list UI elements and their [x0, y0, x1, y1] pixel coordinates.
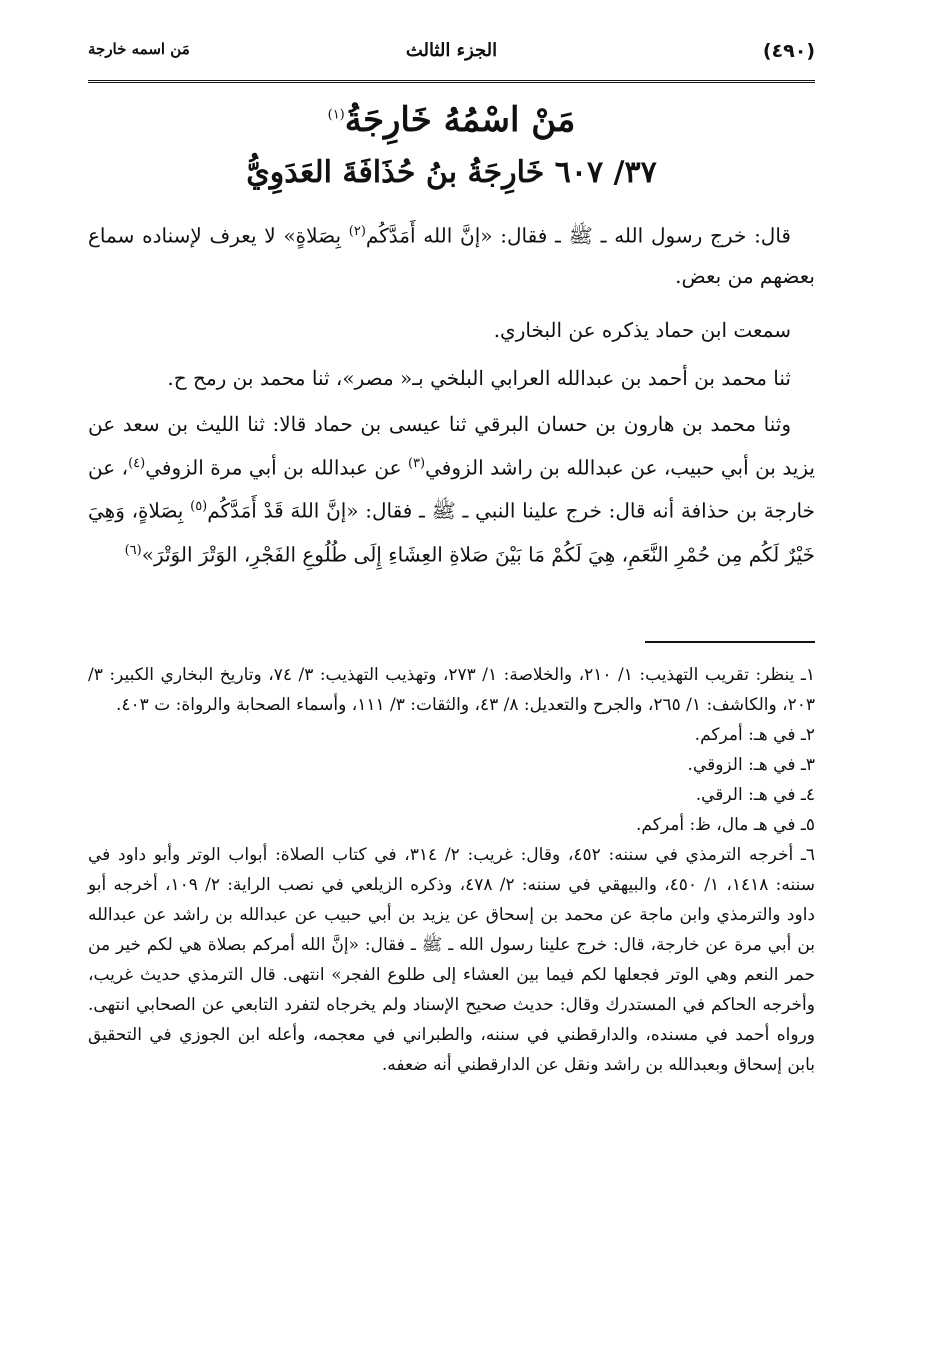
- footnote-ref: (١): [327, 107, 345, 123]
- main-text: [88, 212, 815, 575]
- paragraph-text: بِصَلاةٍ» لا يعرف لإسناده سماع بعضهم من بعض.: [88, 223, 815, 288]
- paragraph-text: ، عن خارجة بن حذافة أنه قال: خرج علينا النبي ـ ﷺ ـ فقال: «إنَّ اللهَ قَدْ أَمَدَّكُم: [88, 455, 816, 523]
- footnote-ref: (٥): [190, 499, 208, 515]
- section-label: مَن اسمه خارجة: [88, 40, 190, 58]
- paragraph: [88, 212, 815, 296]
- paragraph-text: بِصَلاةٍ، وَهِيَ خَيْرٌ لَكُم مِن حُمْرِ النَّعَمِ، هِيَ لَكُمْ مَا بَيْنَ صَلاةِ العِشَاءِ إِلَى طُلُوعِ الفَجْرِ، الوَتْرَ الوَتْرَ»: [88, 498, 815, 567]
- header-divider: [88, 80, 815, 83]
- paragraph: [88, 404, 815, 575]
- footnote: ٦ـ أخرجه الترمذي في سننه: ٤٥٢، وقال: غريب: ٢/ ٣١٤، في كتاب الصلاة: أبواب الوتر وأبو داود في سننه: ١٤١٨، ١/ ٤٥٠، والبيهقي في سننه: ٢/ ٤٧٨، وذكره الزيلعي في نصب الراية: ٢/ ١٠٩، أخرجه أبو داود والترمذي وابن ماجة عن محمد بن إسحاق عن يزيد بن أبي حبيب عن عبدالله بن راشد عن عبدالله بن أبي مرة عن خارجة، قال: خرج علينا رسول الله ـ ﷺ ـ فقال: «إنَّ الله أمركم بصلاة هي لكم خير من حمر النعم وهي الوتر فجعلها لكم فيما بين العشاء إلى طلوع الفجر» انتهى. قال الترمذي حديث غريب، وأخرجه الحاكم في المستدرك وقال: حديث صحيح الإسناد ولم يخرجاه لتفرد التابعي عن الصحابي انتهى. ورواه أحمد في مسنده، والدارقطني في سننه، والطبراني في معجمه، وأعله ابن الجوزي في التحقيق بابن إسحاق وبعبدالله بن راشد ونقل عن الدارقطني أنه ضعفه.: [88, 845, 816, 1075]
- chapter-title: [88, 100, 815, 140]
- paragraph: ثنا محمد بن أحمد بن عبدالله العرابي البلخي بـ« مصر»، ثنا محمد بن رمح ح.: [167, 365, 791, 390]
- footnote: ٥ـ في هـ مال، ظ: أمركم.: [636, 815, 815, 835]
- volume-label: الجزء الثالث: [405, 40, 498, 61]
- footnote: ٣ـ في هـ: الزوقي.: [687, 755, 815, 775]
- entry-heading: ٣٧/ ٦٠٧ خَارِجَةُ بنُ حُذَافَةَ العَدَوِيُّ: [246, 155, 657, 190]
- footnote-ref: (٤): [128, 455, 146, 471]
- footnote-ref: (٦): [124, 542, 142, 558]
- paragraph-text: وثنا محمد بن هارون بن حسان البرقي ثنا عيسى بن حماد قالا: ثنا الليث بن سعد عن يزيد بن أبي حبيب، عن عبدالله بن راشد الزوفي: [88, 411, 815, 480]
- footnote-ref: (٢): [348, 224, 366, 239]
- paragraph-text: عن عبدالله بن أبي مرة الزوفي: [145, 455, 408, 480]
- footnote: ٤ـ في هـ: الرقي.: [695, 785, 815, 805]
- chapter-title-text: مَنْ اسْمُهُ خَارِجَةُ: [344, 100, 576, 140]
- footnote-divider: [645, 641, 815, 643]
- paragraph: سمعت ابن حماد يذكره عن البخاري.: [493, 317, 791, 342]
- footnote: ١ـ ينظر: تقريب التهذيب: ١/ ٢١٠، والخلاصة: ١/ ٢٧٣، وتهذيب التهذيب: ٣/ ٧٤، وتاريخ البخاري الكبير: ٣/ ٢٠٣، والكاشف: ١/ ٢٦٥، والجرح والتعديل: ٨/ ٤٣، والثقات: ٣/ ١١١، وأسماء الصحابة والرواة: ت ٤٠٣.: [88, 665, 815, 715]
- footnotes: [88, 660, 815, 1080]
- page-number: (٤٩٠): [762, 40, 815, 62]
- running-header: [88, 36, 815, 76]
- paragraph-text: قال: خرج رسول الله ـ ﷺ ـ فقال: «إنَّ الله أَمَدَّكُم: [365, 223, 791, 248]
- footnote-ref: (٣): [407, 455, 426, 471]
- footnote: ٢ـ في هـ: أمركم.: [694, 725, 815, 745]
